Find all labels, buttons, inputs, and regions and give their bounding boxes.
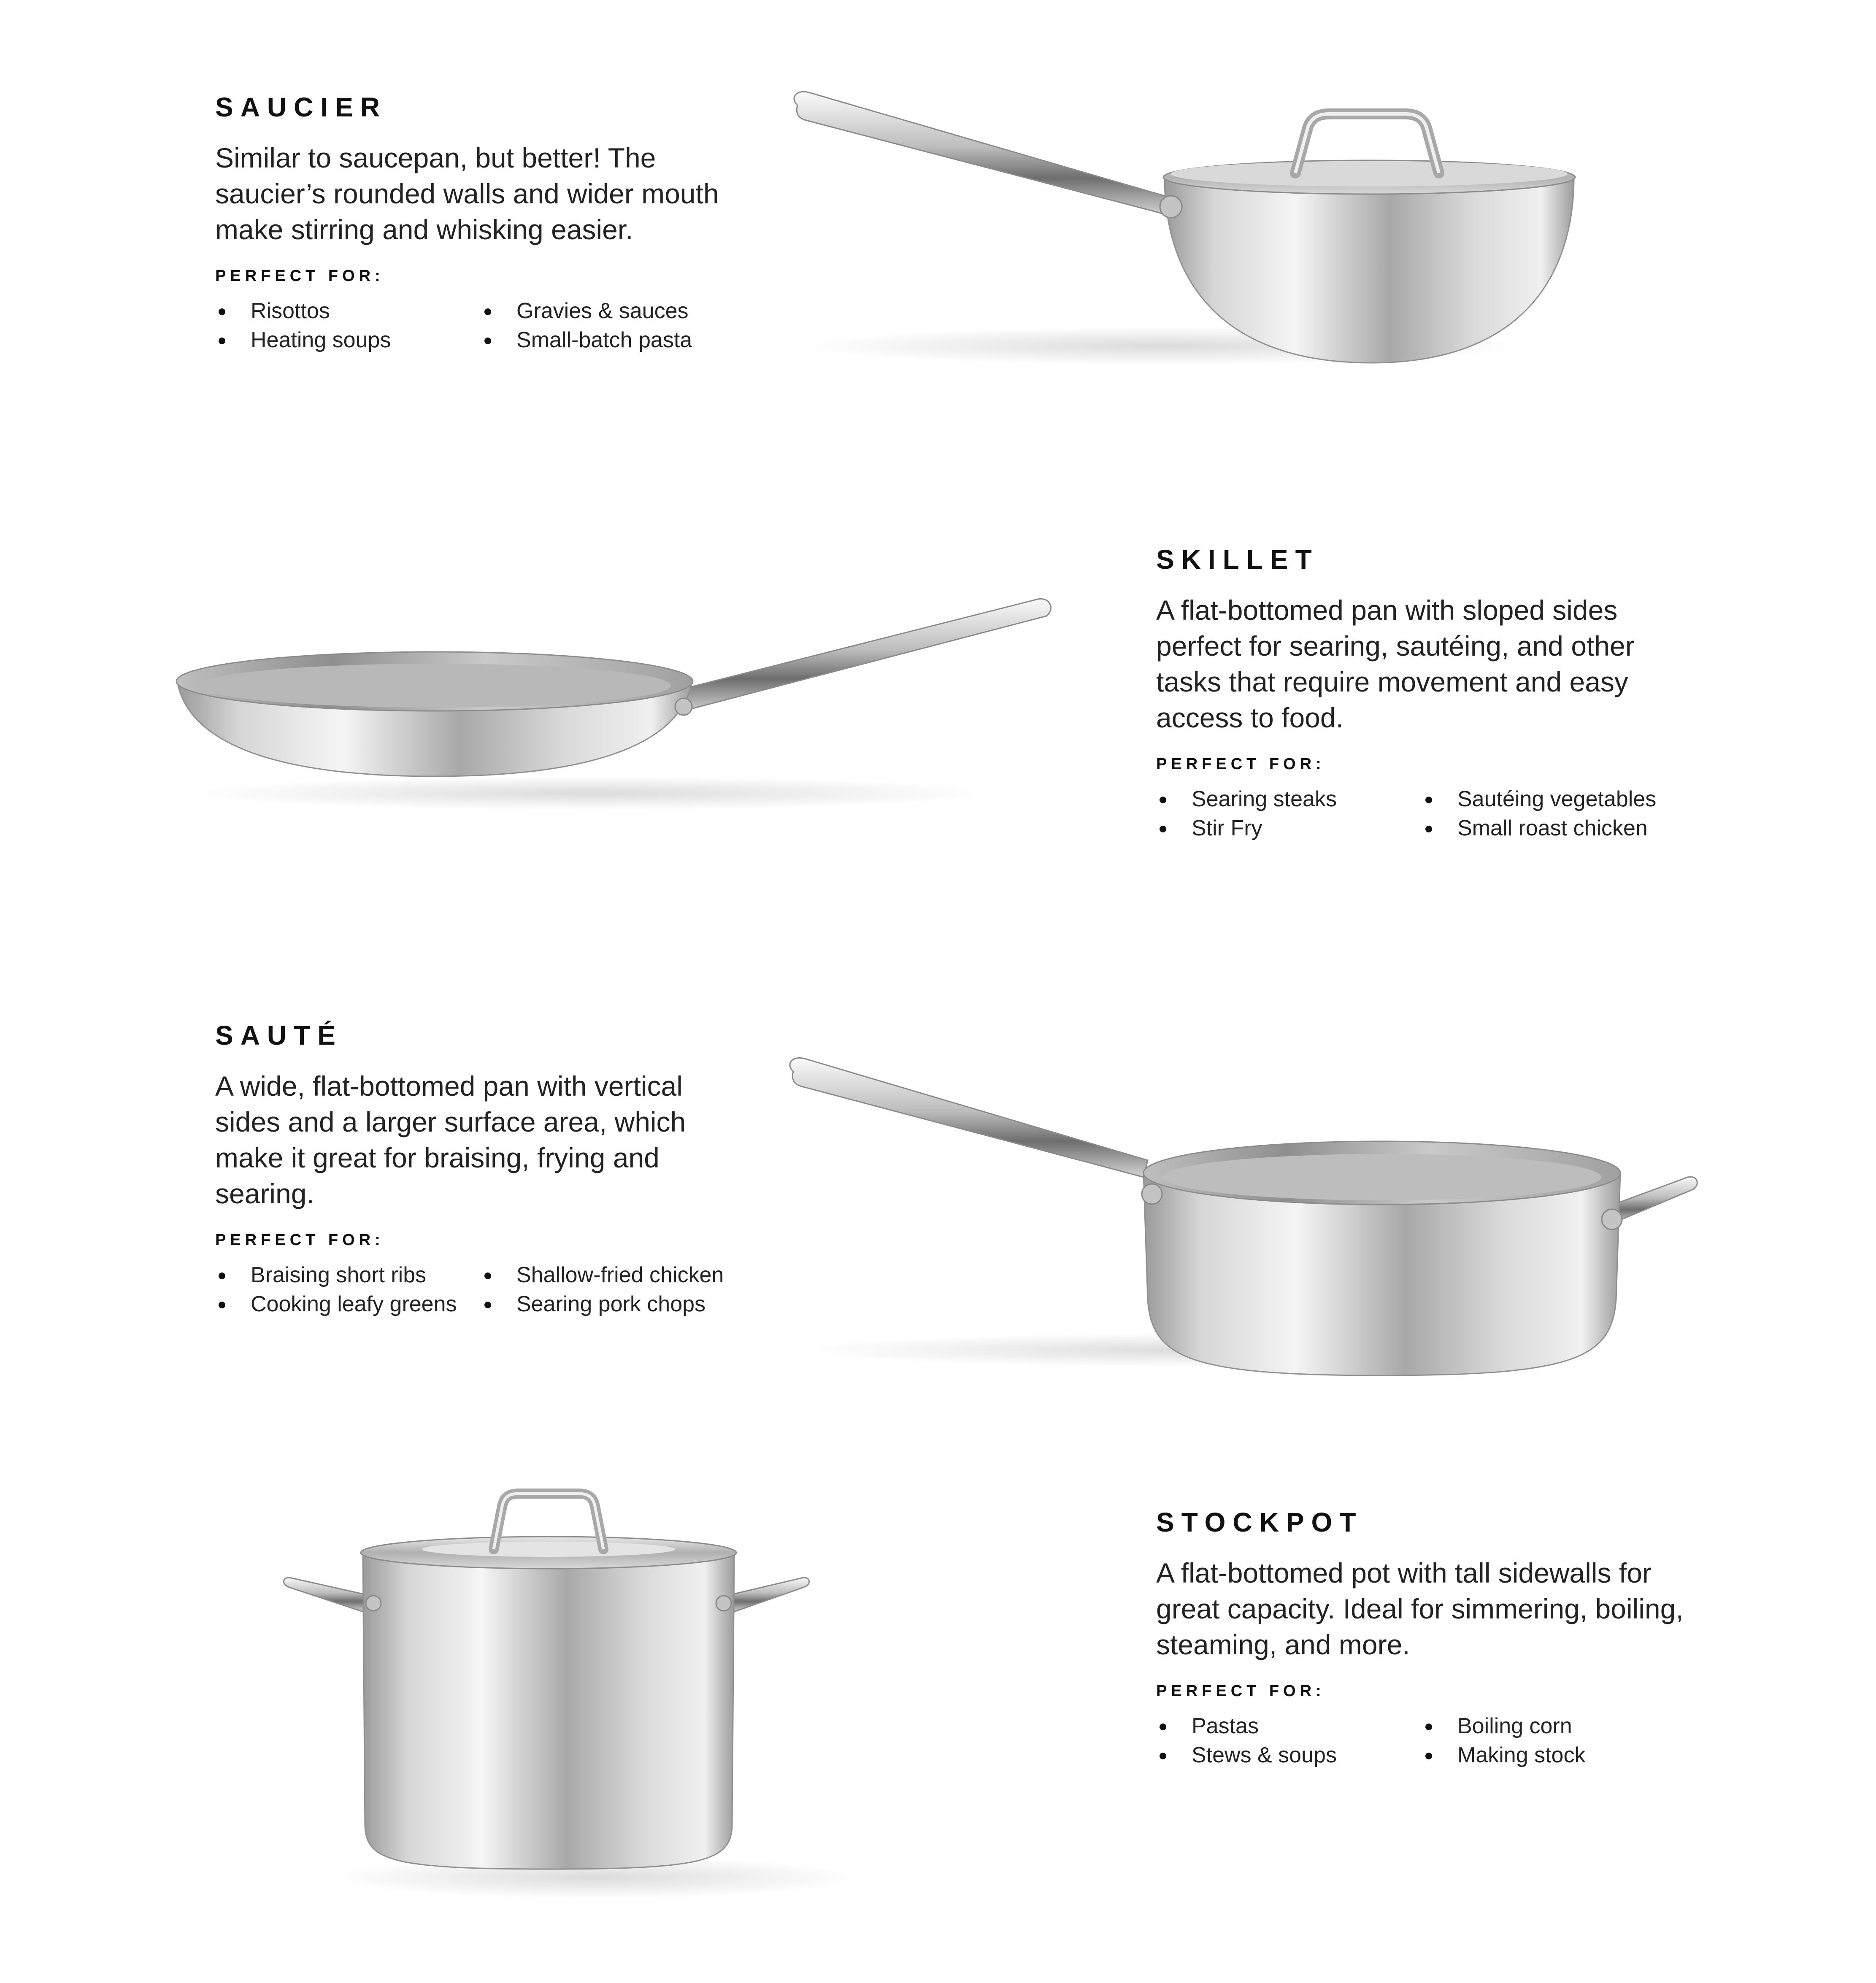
section-description: A flat-bottomed pot with tall sidewalls for great capacity. Ideal for simmering, boiling, steaming, and more. — [1156, 1557, 1684, 1660]
skillet-pan-image — [169, 591, 1076, 827]
list-item: Cooking leafy greens — [215, 1290, 481, 1319]
list-item: Small-batch pasta — [481, 326, 747, 355]
list-item: Small roast chicken — [1422, 814, 1688, 843]
saucier-text — [215, 94, 747, 355]
section-saute — [0, 928, 1876, 1413]
section-saucier — [0, 0, 1876, 422]
uses-column-right — [481, 1261, 747, 1319]
list-item: Stir Fry — [1156, 814, 1422, 843]
uses-column-left — [1156, 785, 1422, 843]
section-title: STOCKPOT — [1156, 1507, 1363, 1537]
section-title: SAUTÉ — [215, 1020, 343, 1051]
section-description: Similar to saucepan, but better! The saucier’s rounded walls and wider mouth make stirring and whisking easier. — [215, 142, 719, 245]
section-stockpot — [0, 1413, 1876, 1983]
list-item: Shallow-fried chicken — [481, 1261, 747, 1290]
uses-list — [1156, 1712, 1688, 1770]
list-item: Stews & soups — [1156, 1741, 1422, 1770]
perfect-for-label: PERFECT FOR: — [1156, 1682, 1325, 1700]
uses-list — [215, 297, 747, 355]
uses-list — [1156, 785, 1688, 843]
uses-column-right — [1422, 1712, 1688, 1770]
uses-column-left — [1156, 1712, 1422, 1770]
list-item: Searing pork chops — [481, 1290, 747, 1319]
list-item: Pastas — [1156, 1712, 1422, 1741]
uses-column-right — [481, 297, 747, 355]
section-description: A wide, flat-bottomed pan with vertical sides and a larger surface area, which make it great for braising, frying and searing. — [215, 1070, 686, 1209]
saucier-pan-image — [781, 76, 1625, 397]
uses-column-left — [215, 1261, 481, 1319]
perfect-for-label: PERFECT FOR: — [215, 267, 384, 285]
list-item: Gravies & sauces — [481, 297, 747, 326]
list-item: Sautéing vegetables — [1422, 785, 1688, 814]
list-item: Heating soups — [215, 326, 481, 355]
section-skillet — [0, 422, 1876, 928]
section-title: SKILLET — [1156, 544, 1319, 575]
perfect-for-label: PERFECT FOR: — [215, 1231, 384, 1249]
uses-list — [215, 1261, 747, 1319]
stockpot-text — [1156, 1509, 1688, 1770]
uses-column-right — [1422, 785, 1688, 843]
skillet-text — [1156, 546, 1688, 843]
uses-column-left — [215, 297, 481, 355]
stockpot-image — [274, 1456, 907, 1941]
list-item: Risottos — [215, 297, 481, 326]
list-item: Boiling corn — [1422, 1712, 1688, 1741]
saute-pan-image — [781, 1055, 1709, 1418]
section-description: A flat-bottomed pan with sloped sides perfect for searing, sautéing, and other tasks that require movement and easy access to food. — [1156, 594, 1635, 733]
section-title: SAUCIER — [215, 92, 387, 122]
perfect-for-label: PERFECT FOR: — [1156, 755, 1325, 773]
list-item: Searing steaks — [1156, 785, 1422, 814]
list-item: Making stock — [1422, 1741, 1688, 1770]
list-item: Braising short ribs — [215, 1261, 481, 1290]
saute-text — [215, 1022, 747, 1319]
